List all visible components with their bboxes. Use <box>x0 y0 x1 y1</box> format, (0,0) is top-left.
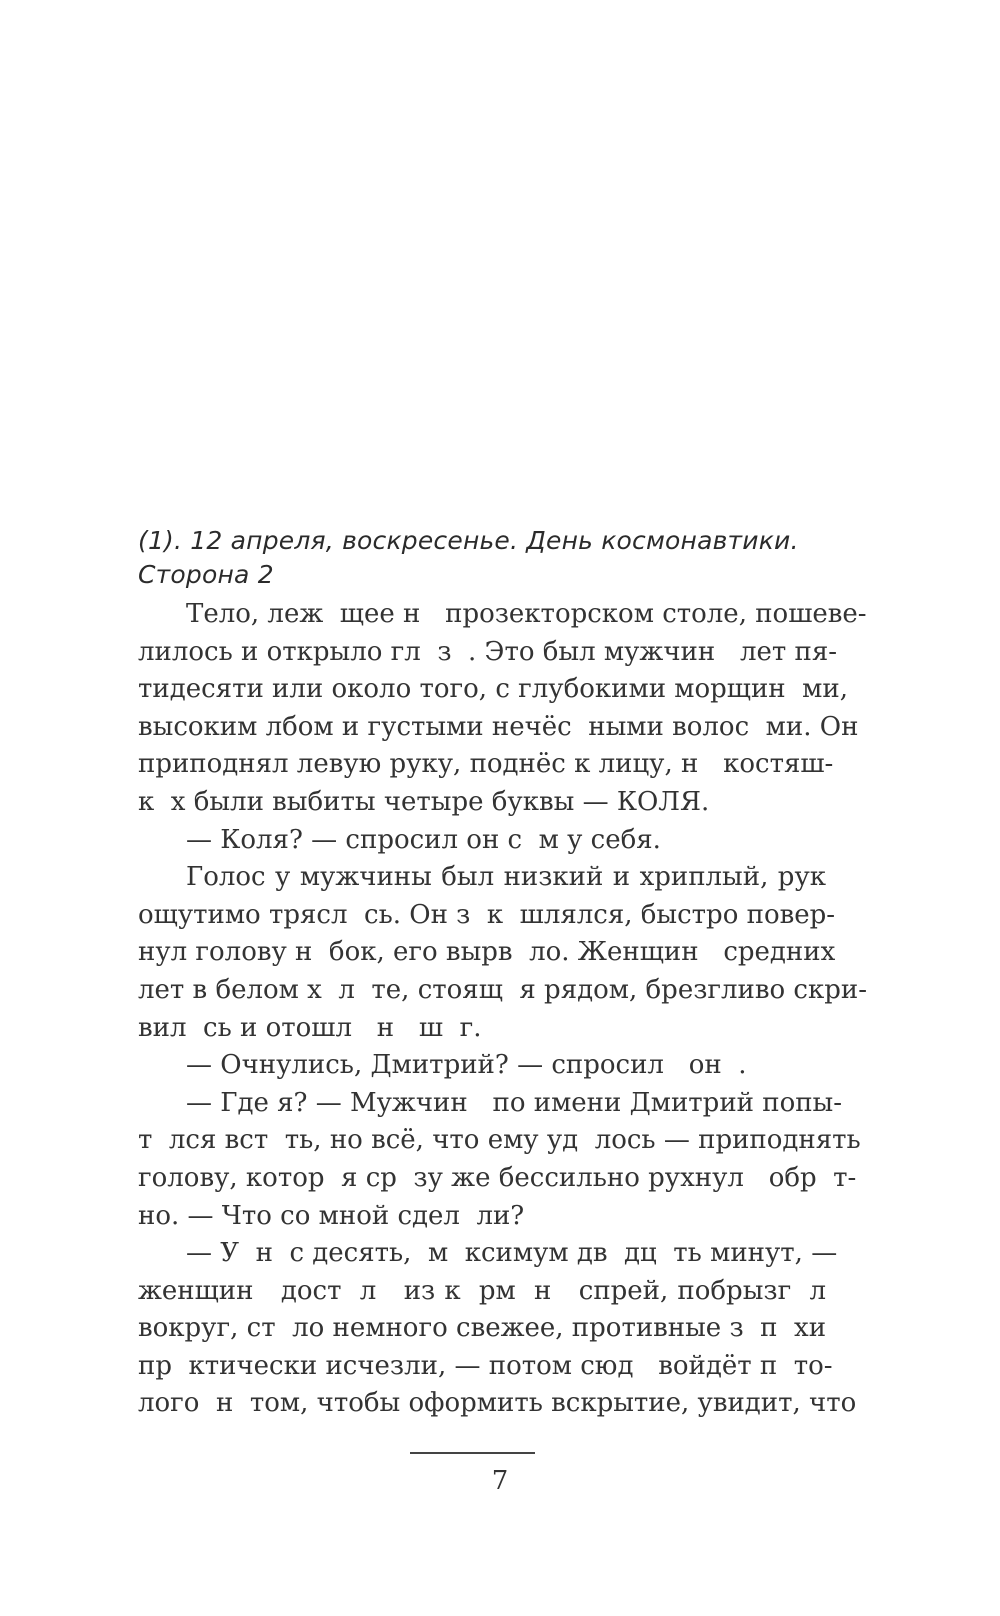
text-line: голову, котор я ср зу же бессильно рухнул обр т- <box>138 1162 857 1193</box>
chapter-heading-line-1: (1). 12 апреля, воскресенье. День космонавтики. <box>138 526 799 555</box>
text-line: т лся вст ть, но всё, что ему уд лось — приподнять <box>138 1125 861 1156</box>
text-line: тидесяти или около того, с глубокими морщин ми, <box>138 674 848 705</box>
text-line: но. — Что со мной сдел ли? <box>138 1200 525 1231</box>
text-line: Голос у мужчины был низкий и хриплый, рук <box>186 862 826 893</box>
text-line: — Очнулись, Дмитрий? — спросил он . <box>186 1050 747 1081</box>
footer-divider <box>410 1452 535 1454</box>
text-line: высоким лбом и густыми нечёс ными волос ми. Он <box>138 711 859 742</box>
text-line: женщин дост л из к рм н спрей, побрызг л <box>138 1275 826 1306</box>
body-text <box>138 596 867 1423</box>
chapter-heading <box>138 524 858 592</box>
text-line: — У н с десять, м ксимум дв дц ть минут, — <box>186 1238 838 1269</box>
text-line: нул голову н бок, его вырв ло. Женщин средних <box>138 937 836 968</box>
text-line: лет в белом х л те, стоящ я рядом, брезгливо скри- <box>138 974 867 1005</box>
text-line: ощутимо трясл сь. Он з к шлялся, быстро повер- <box>138 899 836 930</box>
text-line: вил сь и отошл н ш г. <box>138 1012 482 1043</box>
text-line: лилось и открыло гл з . Это был мужчин лет пя- <box>138 636 838 667</box>
text-line: пр ктически исчезли, — потом сюд войдёт п то- <box>138 1350 833 1381</box>
text-line: — Коля? — спросил он с м у себя. <box>186 824 661 855</box>
page-number: 7 <box>491 1466 509 1496</box>
text-line: — Где я? — Мужчин по имени Дмитрий попы- <box>186 1087 843 1118</box>
chapter-heading-line-2: Сторона 2 <box>138 560 274 589</box>
text-line: вокруг, ст ло немного свежее, противные з п хи <box>138 1313 827 1344</box>
text-line: Тело, леж щее н прозекторском столе, пошеве- <box>186 599 867 629</box>
text-line: приподнял левую руку, поднёс к лицу, н костяш- <box>138 749 834 780</box>
text-line: к х были выбиты четыре буквы — КОЛЯ. <box>138 786 710 817</box>
text-line: лого н том, чтобы оформить вскрытие, увидит, что <box>138 1388 857 1419</box>
